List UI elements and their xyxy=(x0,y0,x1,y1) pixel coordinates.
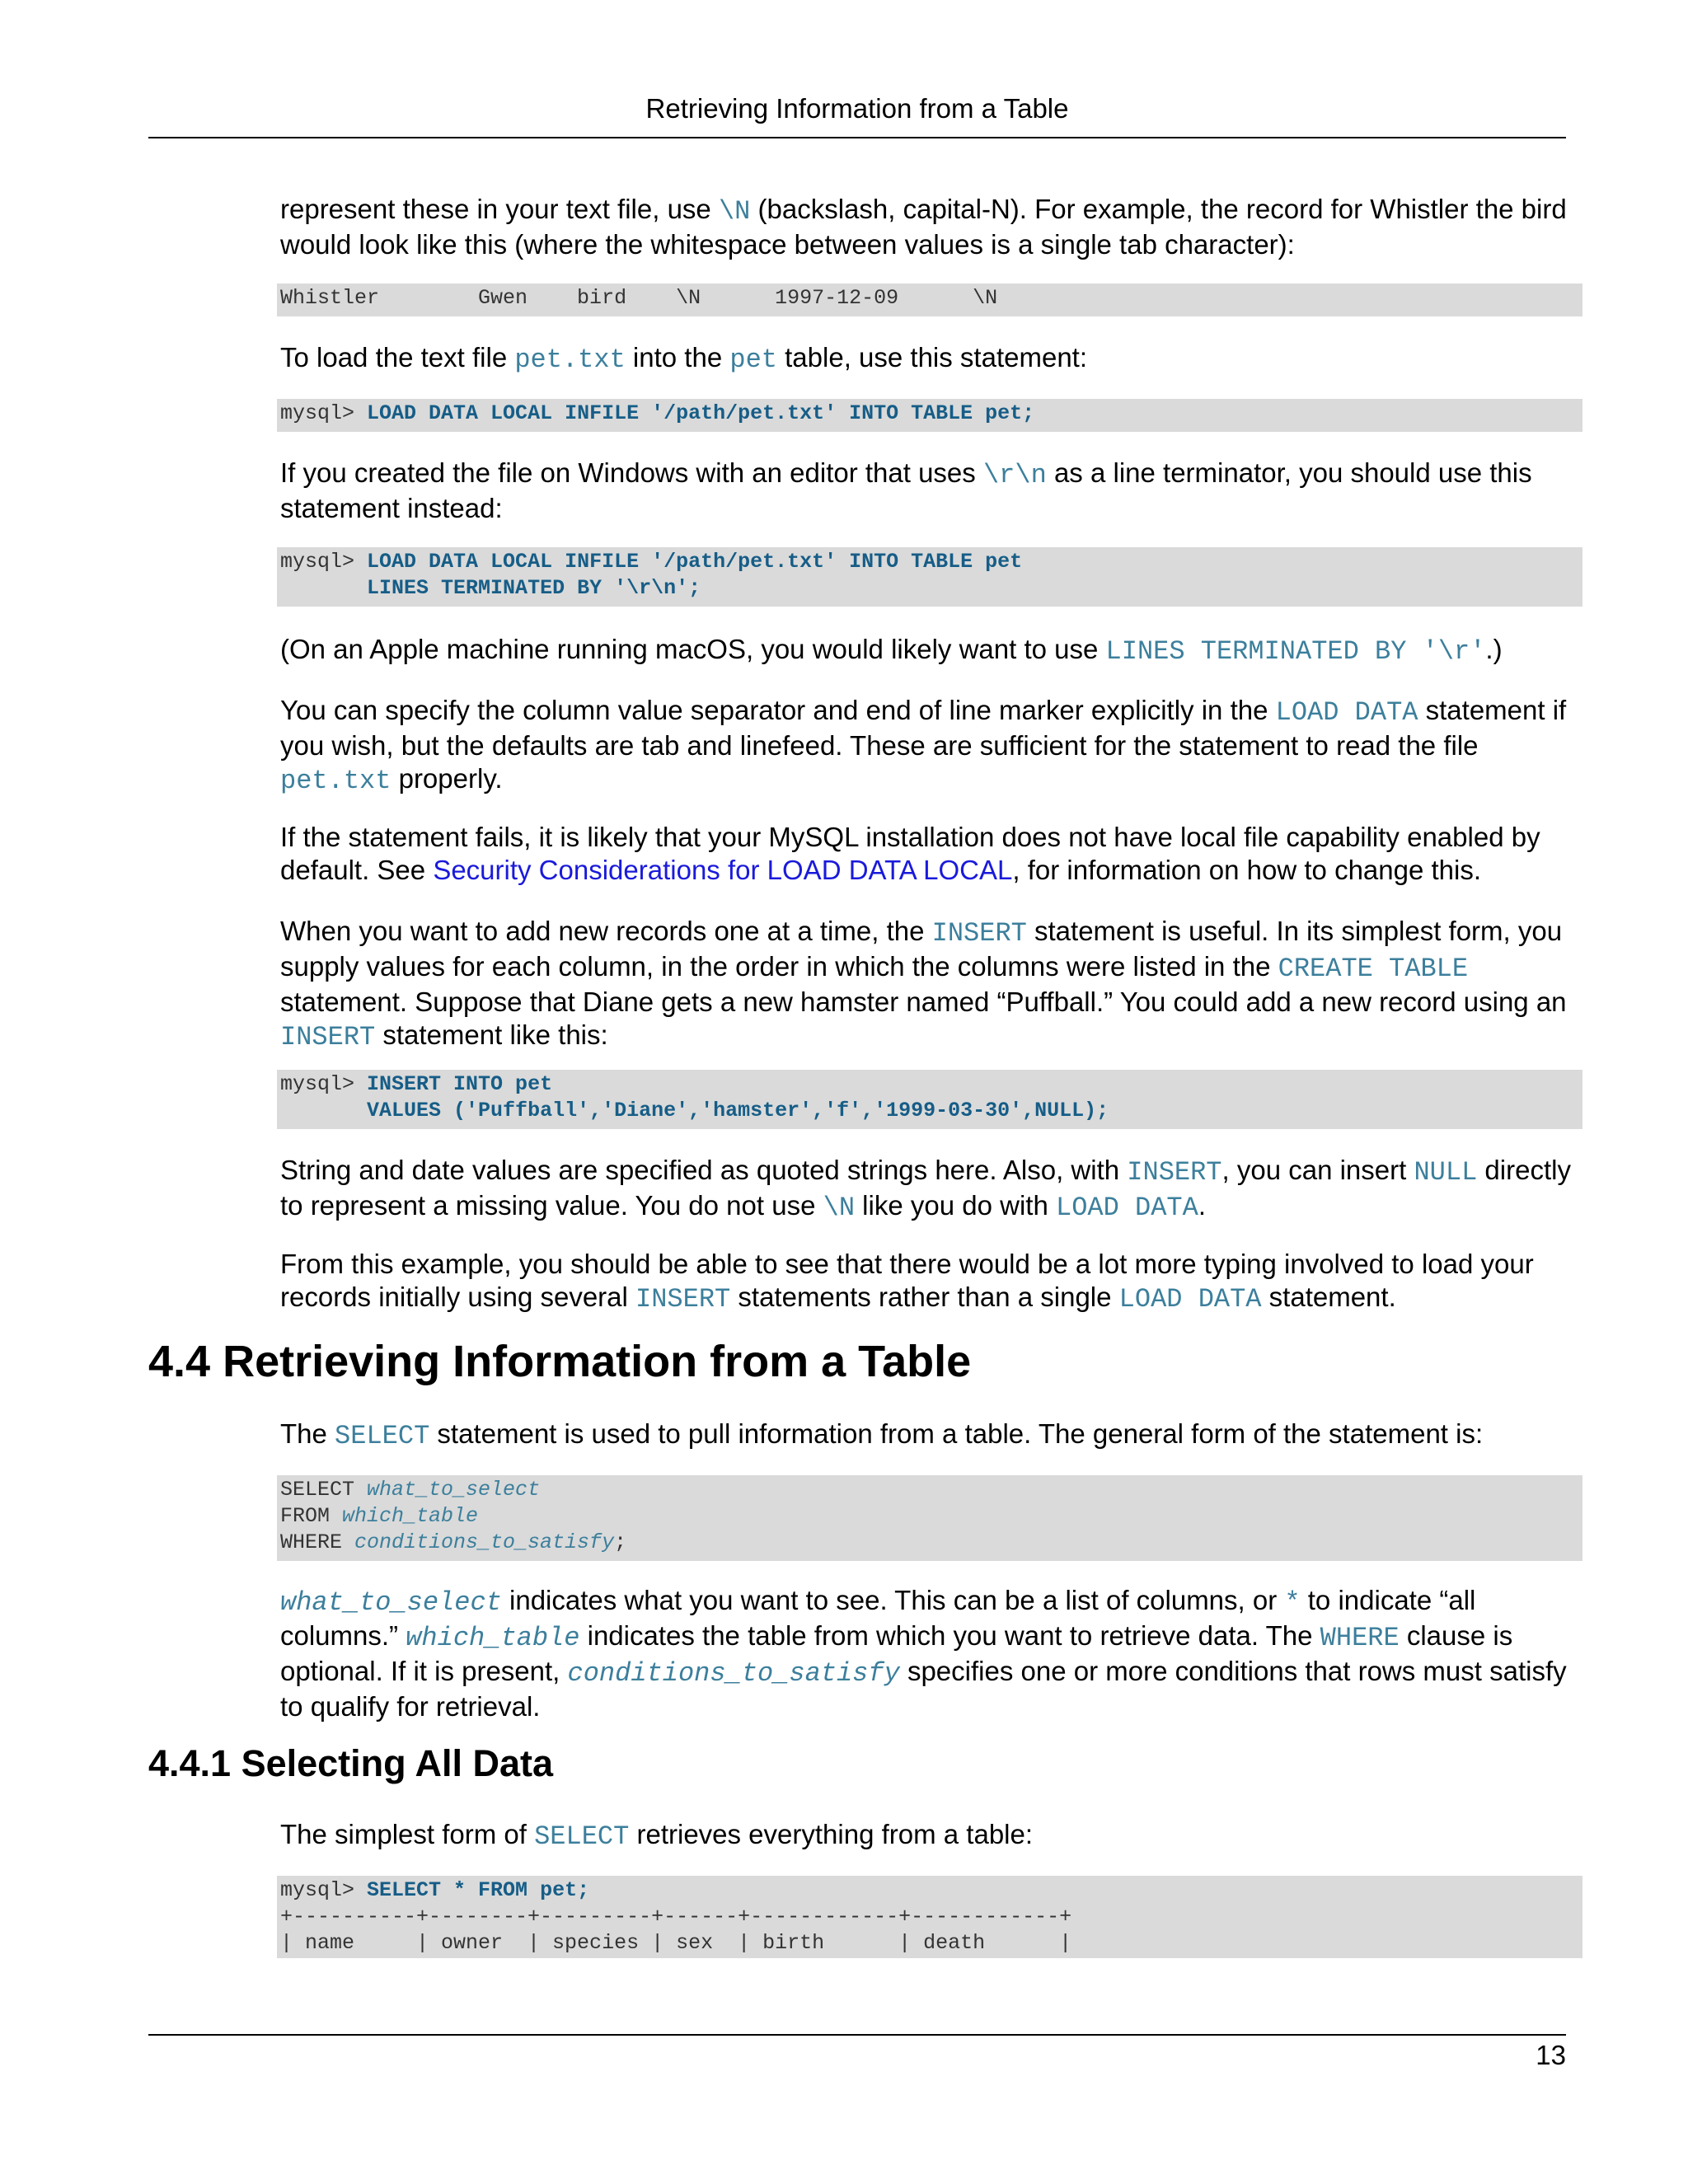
section-heading-4-4-1: 4.4.1 Selecting All Data xyxy=(148,1742,554,1784)
paragraph-macos: (On an Apple machine running macOS, you would likely want to use LINES TERMINATED BY '\r'.) xyxy=(280,634,1503,667)
code-block-load-data: mysql> LOAD DATA LOCAL INFILE '/path/pet.txt' INTO TABLE pet; xyxy=(277,399,1582,432)
paragraph-windows-line-terminator: If you created the file on Windows with an editor that uses \r\n as a line terminator, you should use this statement instead: xyxy=(280,457,1532,523)
paragraph-column-separator: You can specify the column value separator and end of line marker explicitly in the LOAD DATA statement if you wish, but the defaults are tab and linefeed. These are sufficient for the statement to read the file pet.txt properly. xyxy=(280,695,1567,796)
footer-rule xyxy=(148,2034,1566,2036)
paragraph-quoted-strings: String and date values are specified as quoted strings here. Also, with INSERT, you can insert NULL directly to represent a missing value. You do not use \N like you do with LOAD DATA. xyxy=(280,1155,1571,1223)
inline-code: \N xyxy=(718,196,751,227)
code-block-whistler-record: Whistler Gwen bird \N 1997-12-09 \N xyxy=(277,284,1582,316)
paragraph-select-explanation: what_to_select indicates what you want to see. This can be a list of columns, or * to indicate “all columns.” which_table indicates the table from which you want to retrieve data. The WHERE clause is optional. If it is present, conditions_to_satisfy specifies one or more conditions that rows must satisfy to qualify for retrieval. xyxy=(280,1585,1567,1722)
code-block-select-general-form: SELECT what_to_select FROM which_table WHERE conditions_to_satisfy; xyxy=(277,1475,1582,1561)
paragraph-select-intro: The SELECT statement is used to pull information from a table. The general form of the statement is: xyxy=(280,1418,1484,1451)
page-number: 13 xyxy=(1536,2040,1566,2070)
security-considerations-link[interactable]: Security Considerations for LOAD DATA LOCAL xyxy=(433,855,1013,885)
page-header: Retrieving Information from a Table xyxy=(645,93,1069,124)
code-block-load-data-windows: mysql> LOAD DATA LOCAL INFILE '/path/pet.txt' INTO TABLE pet LINES TERMINATED BY '\r\n'; xyxy=(277,547,1582,607)
paragraph-null-values: represent these in your text file, use \N (backslash, capital-N). For example, the record for Whistler the bird would look like this (where the whitespace between values is a single tab character): xyxy=(280,194,1567,260)
paragraph-typing-comparison: From this example, you should be able to see that there would be a lot more typing involved to load your records initially using several INSERT statements rather than a single LOAD DATA statement. xyxy=(280,1249,1534,1315)
header-rule xyxy=(148,137,1566,138)
code-block-insert: mysql> INSERT INTO pet VALUES ('Puffball','Diane','hamster','f','1999-03-30',NULL); xyxy=(277,1070,1582,1129)
code-block-select-all: mysql> SELECT * FROM pet; +----------+--------+---------+------+------------+------------+ | name | owner | species | sex | birth | death | xyxy=(277,1876,1582,1958)
paragraph-load-text-file: To load the text file pet.txt into the pet table, use this statement: xyxy=(280,342,1088,375)
paragraph-simplest-select: The simplest form of SELECT retrieves everything from a table: xyxy=(280,1819,1034,1852)
paragraph-insert-statement: When you want to add new records one at a time, the INSERT statement is useful. In its simplest form, you supply values for each column, in the order in which the columns were listed in the CREATE TABLE statement. Suppose that Diane gets a new hamster named “Puffball.” You could add a new record using an INSERT statement like this: xyxy=(280,916,1567,1052)
section-heading-4-4: 4.4 Retrieving Information from a Table xyxy=(148,1337,972,1386)
paragraph-statement-fails: If the statement fails, it is likely that your MySQL installation does not have local file capability enabled by default. See Security Considerations for LOAD DATA LOCAL, for information on how to change this. xyxy=(280,822,1540,885)
